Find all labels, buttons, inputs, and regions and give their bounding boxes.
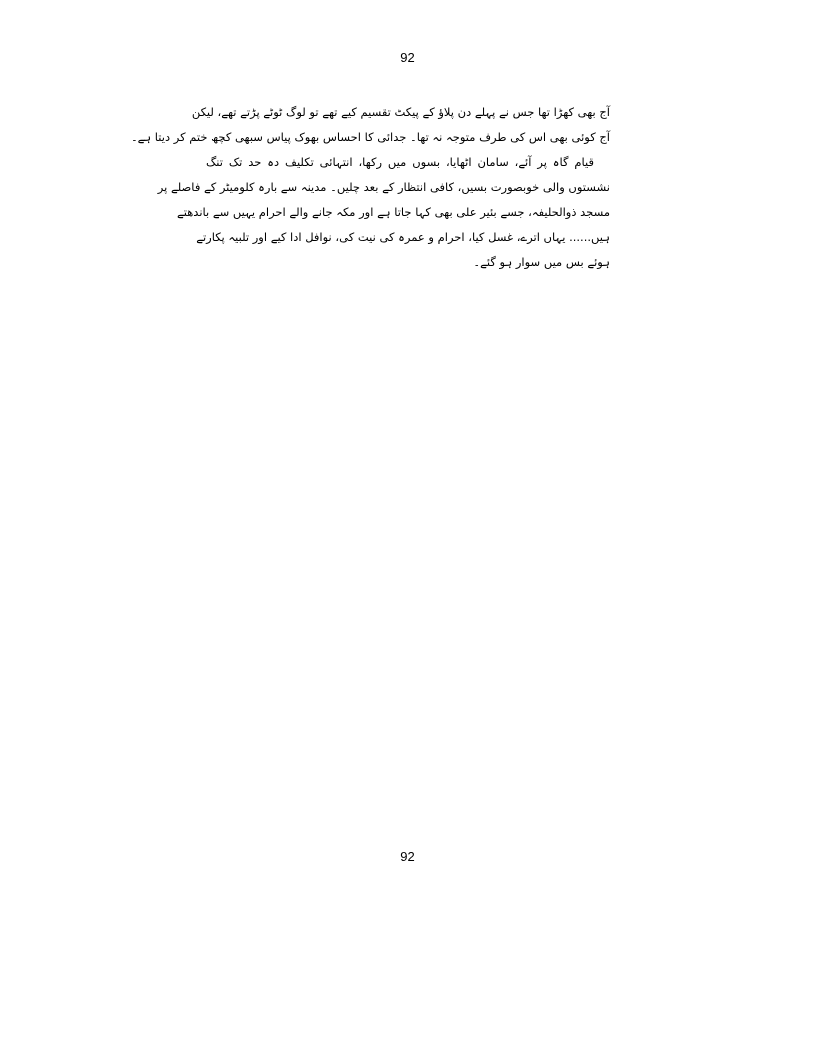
page-number-top: 92 xyxy=(400,50,415,65)
text-line: آج کوئی بھی اس کی طرف متوجہ نہ تھا۔ جدائی کا احساس بھوک پیاس سبھی کچھ ختم کر دیتا ہے۔ xyxy=(130,130,610,144)
text-line: آج بھی کھڑا تھا جس نے پہلے دن پلاؤ کے پیکٹ تقسیم کیے تھے تو لوگ ٹوٹے پڑتے تھے، لیکن xyxy=(191,105,610,119)
text-line: مسجد ذوالحلیفہ، جسے بئیر علی بھی کہا جاتا ہے اور مکہ جانے والے احرام یہیں سے باندھتے xyxy=(177,205,610,219)
text-line: ہیں...... یہاں اترے، غسل کیا، احرام و عمرہ کی نیت کی، نوافل ادا کیے اور تلبیہ پکارتے xyxy=(196,230,610,244)
page-number-bottom: 92 xyxy=(400,849,415,864)
text-line: ہوئے بس میں سوار ہو گئے۔ xyxy=(473,255,610,269)
text-line: نشستوں والی خوبصورت بسیں، کافی انتظار کے بعد چلیں۔ مدینہ سے بارہ کلومیٹر کے فاصلے پر xyxy=(157,180,610,194)
body-text xyxy=(130,100,610,275)
text-line: قیام گاہ پر آئے، سامان اٹھایا، بسوں میں رکھا، انتہائی تکلیف دہ حد تک تنگ xyxy=(206,155,594,169)
